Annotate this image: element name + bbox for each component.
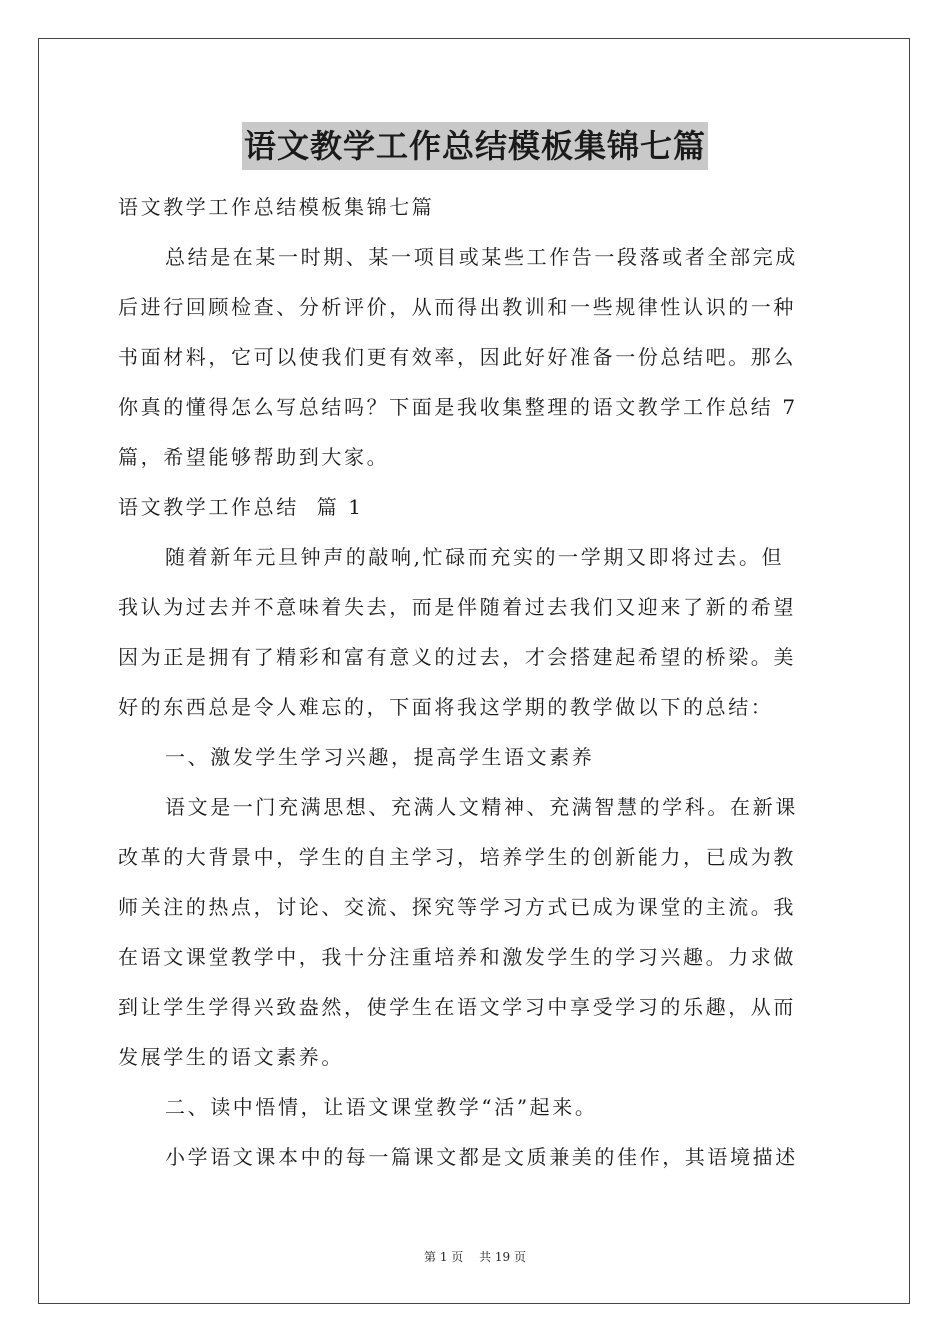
point2-heading: 二、读中悟情，让语文课堂教学“活”起来。 xyxy=(165,1095,598,1119)
page-footer xyxy=(0,1249,950,1265)
document-subtitle: 语文教学工作总结模板集锦七篇 xyxy=(118,195,435,219)
intro-line: 后进行回顾检查、分析评价，从而得出教训和一些规律性认识的一种 xyxy=(118,295,796,319)
intro-line: 篇，希望能够帮助到大家。 xyxy=(118,445,390,469)
point1-line: 语文是一门充满思想、充满人文精神、充满智慧的学科。在新课 xyxy=(165,795,798,819)
document-body xyxy=(118,122,832,1182)
point2-line: 小学语文课本中的每一篇课文都是文质兼美的佳作，其语境描述 xyxy=(165,1145,798,1169)
page-total: 共 19 页 xyxy=(479,1250,526,1264)
title-container xyxy=(118,122,832,174)
intro-line: 你真的懂得怎么写总结吗？下面是我收集整理的语文教学工作总结 7 xyxy=(118,395,798,419)
section-heading: 语文教学工作总结 篇 1 xyxy=(118,495,364,519)
section1-line: 因为正是拥有了精彩和富有意义的过去，才会搭建起希望的桥梁。美 xyxy=(118,645,796,669)
intro-line: 书面材料，它可以使我们更有效率，因此好好准备一份总结吧。那么 xyxy=(118,345,796,369)
document-title: 语文教学工作总结模板集锦七篇 xyxy=(242,122,708,170)
point1-line: 师关注的热点，讨论、交流、探究等学习方式已成为课堂的主流。我 xyxy=(118,895,796,919)
point1-heading: 一、激发学生学习兴趣，提高学生语文素养 xyxy=(165,745,595,769)
page-number: 第 1 页 xyxy=(424,1250,464,1264)
point1-line: 改革的大背景中，学生的自主学习，培养学生的创新能力，已成为教 xyxy=(118,845,796,869)
point1-line: 在语文课堂教学中，我十分注重培养和激发学生的学习兴趣。力求做 xyxy=(118,945,796,969)
section1-line: 我认为过去并不意味着失去，而是伴随着过去我们又迎来了新的希望 xyxy=(118,595,796,619)
section1-line: 好的东西总是令人难忘的，下面将我这学期的教学做以下的总结： xyxy=(118,695,774,719)
section1-line: 随着新年元旦钟声的敲响,忙碌而充实的一学期又即将过去。但 xyxy=(165,545,785,569)
point1-line: 发展学生的语文素养。 xyxy=(118,1045,344,1069)
point1-line: 到让学生学得兴致盎然，使学生在语文学习中享受学习的乐趣，从而 xyxy=(118,995,796,1019)
intro-line: 总结是在某一时期、某一项目或某些工作告一段落或者全部完成 xyxy=(165,245,798,269)
